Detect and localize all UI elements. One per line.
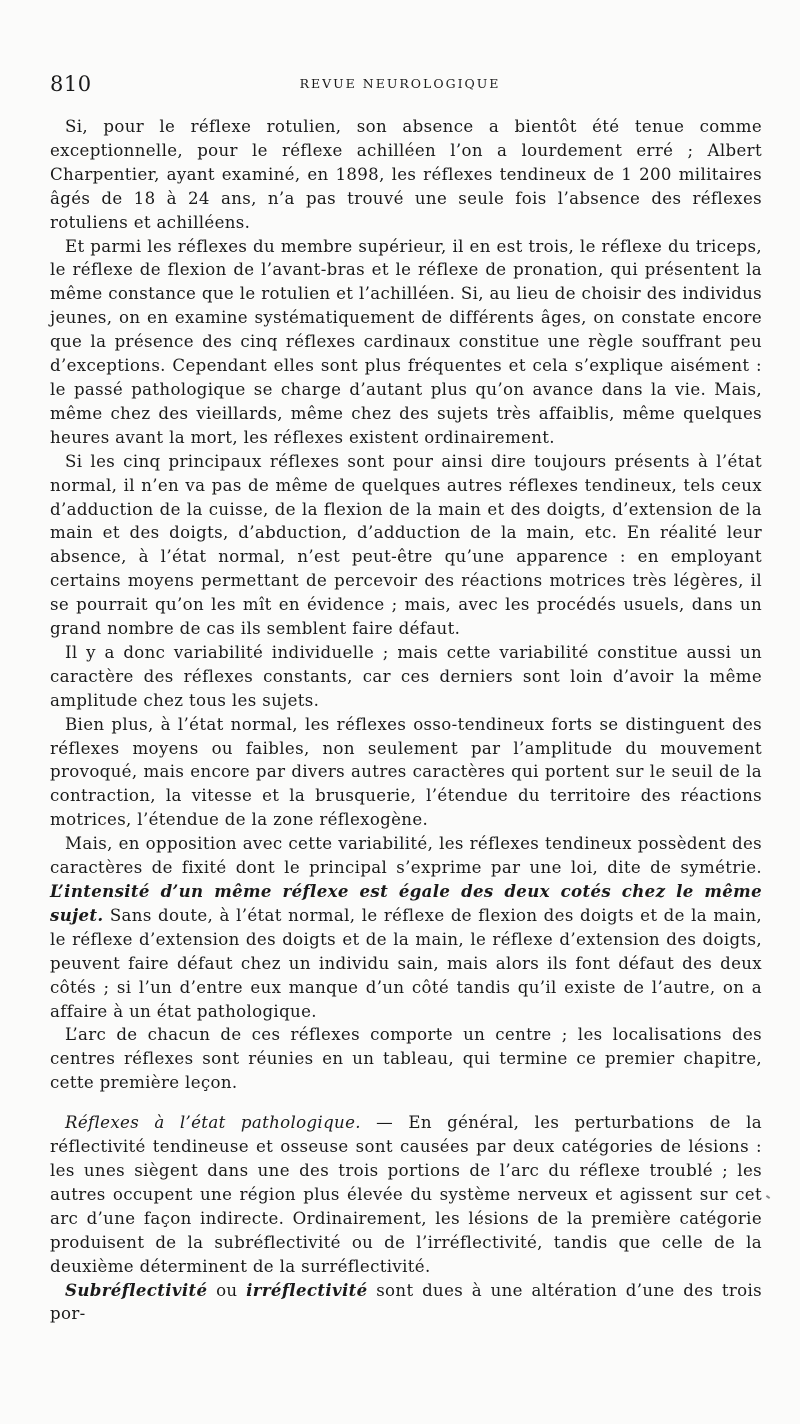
- term-subreflectivite: Subréflectivité: [65, 1279, 208, 1300]
- running-title: REVUE NEUROLOGIQUE: [299, 76, 501, 91]
- section-text: En général, les perturbations de la réflectivité tendineuse et osseuse sont causées par deux catégories de lésions : les unes siègent dans une des trois portions de l’arc du réflexe troublé ; les autres occupent une région plus élevée du système nerveux et agissent sur cet arc d’une façon indirecte. Ordinairement, les lésions de la première catégorie produisent de la subréflectivité ou de l’irréflectivité, tandis que celle de la deuxième déterminent de la surréflectivité.: [50, 1113, 762, 1276]
- section-heading: Réflexes à l’état pathologique.: [65, 1113, 361, 1133]
- paragraph-text: sont dues à une altération d’une des trois por-: [50, 1280, 762, 1324]
- paragraph-last: [50, 1279, 762, 1327]
- paragraph-text: Sans doute, à l’état normal, le réflexe de flexion des doigts et de la main, le réflexe d’extension des doigts et de la main, le réflexe d’extension des doigts, peuvent faire défaut chez un individu sain, mais alors ils font défaut des deux côtés ; si l’un d’entre eux manque d’un côté tandis qu’il existe de l’autre, on a affaire à un état pathologique.: [50, 905, 762, 1021]
- paragraph: Bien plus, à l’état normal, les réflexes osso-tendineux forts se distinguent des réflexes moyens ou faibles, non seulement par l’amplitude du mouvement provoqué, mais encore par divers autres caractères qui portent sur le seuil de la contraction, la vitesse et la brusquerie, l’étendue du territoire des réactions motrices, l’étendue de la zone réflexogène.: [50, 714, 762, 830]
- page-header: [50, 72, 750, 96]
- section-paragraph: [50, 1111, 762, 1278]
- paragraph: Si les cinq principaux réflexes sont pour ainsi dire toujours présents à l’état normal, il n’en va pas de même de quelques autres réflexes tendineux, tels ceux d’adduction de la cuisse, de la flexion de la main et des doigts, d’extension de la main et des doigts, d’abduction, d’adduction de la main, etc. En réalité leur absence, à l’état normal, n’est peut-être qu’une apparence : en employant certains moyens permettant de percevoir des réactions motrices très légères, il se pourrait qu’on les mît en évidence ; mais, avec les procédés usuels, dans un grand nombre de cas ils semblent faire défaut.: [50, 451, 762, 639]
- paragraph: L’arc de chacun de ces réflexes comporte un centre ; les localisations des centres réflexes sont réunies en un tableau, qui termine ce premier chapitre, cette première leçon.: [50, 1025, 762, 1093]
- page-number: 810: [50, 72, 92, 96]
- body-text: [50, 115, 762, 1326]
- term-irreflectivite: irréflectivité: [246, 1279, 368, 1300]
- paragraph: Si, pour le réflexe rotulien, son absence a bientôt été tenue comme exceptionnelle, pour le réflexe achilléen l’on a lourdement erré ; Albert Charpentier, ayant examiné, en 1898, les réflexes tendineux de 1 200 militaires âgés de 18 à 24 ans, n’a pas trouvé une seule fois l’absence des réflexes rotuliens et achilléens.: [50, 117, 762, 232]
- paragraph-text: ou: [207, 1280, 247, 1300]
- paragraph-symmetry-law: [50, 832, 762, 1023]
- margin-speck: [766, 1195, 770, 1199]
- paragraph-text: Mais, en opposition avec cette variabilité, les réflexes tendineux possèdent des caractères de fixité dont le principal s’exprime par une loi, dite de symétrie.: [50, 834, 762, 878]
- paragraph: Et parmi les réflexes du membre supérieur, il en est trois, le réflexe du triceps, le réflexe de flexion de l’avant-bras et le réflexe de pronation, qui présentent la même constance que le rotulien et l’achilléen. Si, au lieu de choisir des individus jeunes, on en examine systématiquement de différents âges, on constate encore que la présence des cinq réflexes cardinaux constitue une règle souffrant peu d’exceptions. Cependant elles sont plus fréquentes et cela s’explique aisément : le passé pathologique se charge d’autant plus qu’on avance dans la vie. Mais, même chez des vieillards, même chez des sujets très affaiblis, même quelques heures avant la mort, les réflexes existent ordinairement.: [50, 236, 762, 447]
- section-dash: —: [360, 1113, 409, 1133]
- paragraph: Il y a donc variabilité individuelle ; mais cette variabilité constitue aussi un caractère des réflexes constants, car ces derniers sont loin d’avoir la même amplitude chez tous les sujets.: [50, 642, 762, 710]
- symmetry-law-emphasis: L’intensité d’un même réflexe est égale des deux cotés chez le même sujet.: [50, 881, 762, 925]
